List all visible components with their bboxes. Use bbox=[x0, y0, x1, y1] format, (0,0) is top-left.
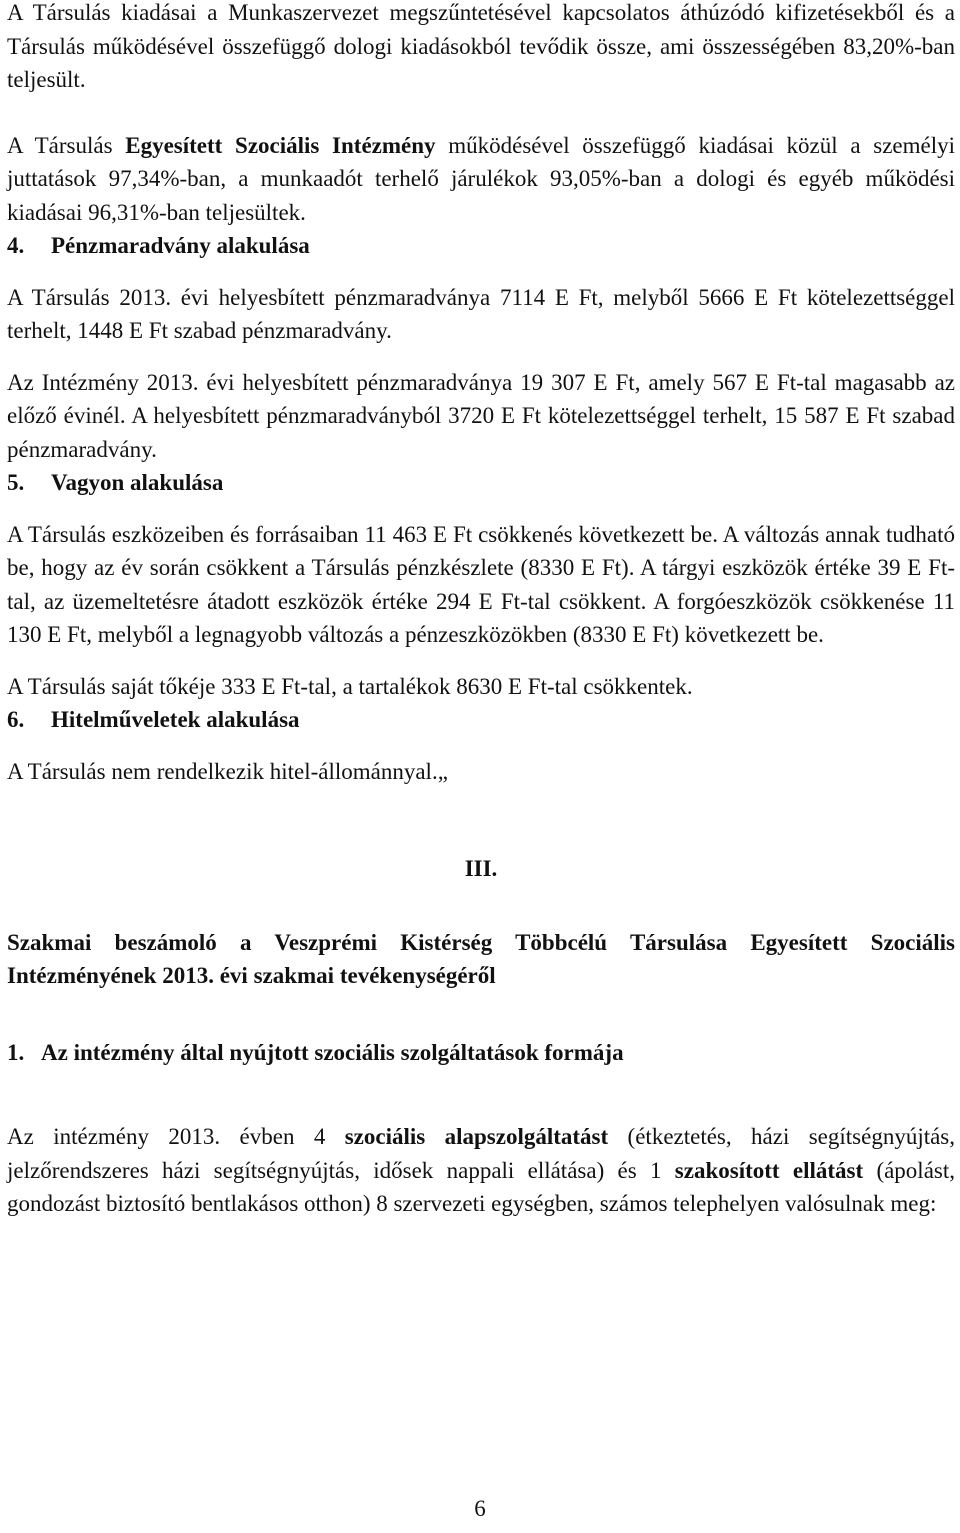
section-number: 4. bbox=[7, 233, 25, 258]
paragraph-credit: A Társulás nem rendelkezik hitel-állománnyal.„ bbox=[7, 758, 448, 784]
document-page bbox=[7, 0, 955, 1221]
paragraph-association-remainder: A Társulás 2013. évi helyesbített pénzmaradványa 7114 E Ft, melyből 5666 E Ft kötelezettséggel terhelt, 1448 E Ft szabad pénzmaradvány. bbox=[7, 284, 955, 343]
text: Az intézmény 2013. évben 4 bbox=[7, 1124, 345, 1149]
text: A Társulás bbox=[7, 132, 126, 158]
section-heading-4 bbox=[7, 229, 955, 263]
section-title: Hitelműveletek alakulása bbox=[51, 707, 300, 732]
chapter-number: III. bbox=[464, 856, 498, 881]
section-title: Pénzmaradvány alakulása bbox=[51, 233, 310, 258]
paragraph-services bbox=[7, 1120, 955, 1221]
paragraph-assets: A Társulás eszközeiben és forrásaiban 11 463 E Ft csökkenés következett be. A változás annak tudható be, hogy az év során csökkent a Társulás pénzkészlete (8330 E Ft). A tárgyi eszközök értéke 39 E Ft-tal, az üzemeltetésre átadott eszközök értéke 294 E Ft-tal csökkent. A forgóeszközök csökkenése 11 130 E Ft, melyből a legnagyobb változás a pénzeszközökben (8330 E Ft) következett be. bbox=[7, 521, 955, 647]
text: (ápolást, gondozást biztosító bentlakásos otthon) 8 szervezeti egységben, számos telephelyen valósulnak meg: bbox=[7, 1157, 956, 1216]
section-number: 5. bbox=[7, 470, 25, 495]
section-heading-5 bbox=[7, 466, 955, 500]
paragraph-expenses: A Társulás kiadásai a Munkaszervezet megszűntetésével kapcsolatos áthúzódó kifizetésekből és a Társulás működésével összefüggő dologi kiadásokból tevődik össze, ami összességében 83,20%-ban teljesült. bbox=[7, 0, 955, 92]
section-heading-6 bbox=[7, 703, 955, 737]
page-number: 6 bbox=[474, 1496, 486, 1521]
basic-services-term: szociális alapszolgáltatást bbox=[344, 1124, 609, 1149]
section-number: 1. bbox=[7, 1039, 25, 1065]
section-heading-1 bbox=[7, 1036, 955, 1070]
text: működésével összefüggő kiadásai közül a személyi juttatások 97,34%-ban, a munkaadót terhelő járulékok 93,05%-ban a dologi és egyéb működési kiadásai 96,31%-ban teljesültek. bbox=[7, 132, 956, 225]
specialized-care-term: szakosított ellátást bbox=[674, 1157, 864, 1183]
section-number: 6. bbox=[7, 707, 25, 732]
institution-name: Egyesített Szociális Intézmény bbox=[125, 132, 436, 158]
section-title: Az intézmény által nyújtott szociális szolgáltatások formája bbox=[41, 1039, 624, 1065]
chapter-title: Szakmai beszámoló a Veszprémi Kistérség Többcélú Társulása Egyesített Szociális Intézményének 2013. évi szakmai tevékenységéről bbox=[7, 929, 955, 988]
paragraph-institution-expenses bbox=[7, 129, 955, 230]
section-title: Vagyon alakulása bbox=[51, 470, 224, 495]
paragraph-institution-remainder: Az Intézmény 2013. évi helyesbített pénzmaradványa 19 307 E Ft, amely 567 E Ft-tal magasabb az előző évinél. A helyesbített pénzmaradványból 3720 E Ft kötelezettséggel terhelt, 15 587 E Ft szabad pénzmaradvány. bbox=[7, 369, 955, 462]
paragraph-equity: A Társulás saját tőkéje 333 E Ft-tal, a tartalékok 8630 E Ft-tal csökkentek. bbox=[7, 673, 693, 699]
text: (étkeztetés, házi segítségnyújtás, jelzőrendszeres házi segítségnyújtás, idősek nappali ellátása) és 1 bbox=[7, 1124, 956, 1183]
